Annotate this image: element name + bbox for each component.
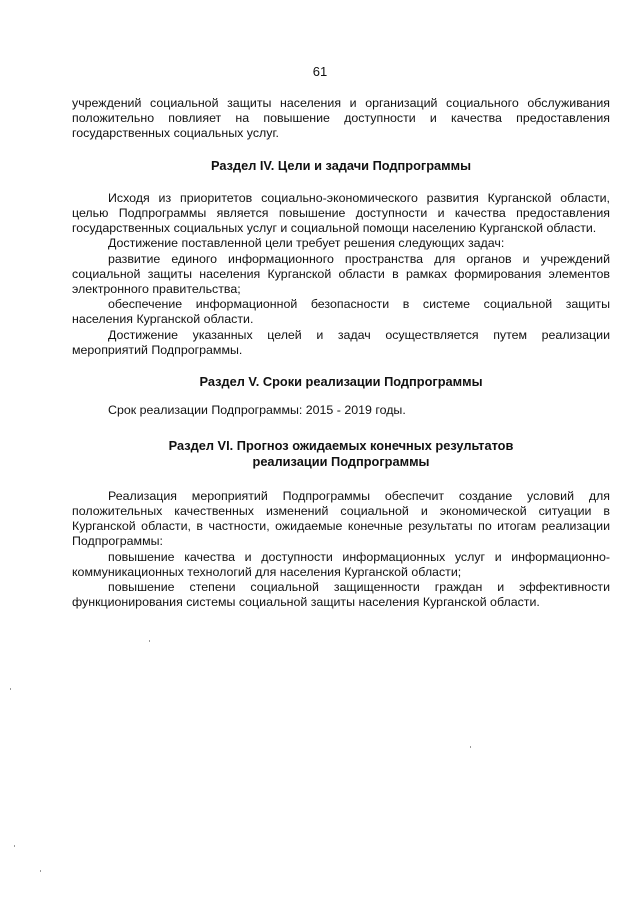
section-4-paragraph-2: Достижение поставленной цели требует решения следующих задач:	[108, 236, 505, 251]
section-6-body	[72, 489, 610, 611]
section-5-body	[72, 403, 610, 418]
section-4-paragraph-3: развитие единого информационного пространства для органов и учреждений социальной защиты населения Курганской области в рамках формирования элементов электронного правительства;	[72, 251, 610, 297]
page-content	[72, 96, 610, 610]
page-number: 61	[312, 64, 328, 79]
section-4-paragraph-5: Достижение указанных целей и задач осуществляется путем реализации мероприятий Подпрограммы.	[72, 327, 610, 357]
intro-continuation-paragraph: учреждений социальной защиты населения и организаций социального обслуживания положительно повлияет на повышение доступности и качества предоставления государственных социальных услуг.	[72, 96, 610, 141]
scan-speck	[149, 640, 150, 642]
section-6-heading-line-1: Раздел VI. Прогноз ожидаемых конечных результатов	[168, 438, 514, 454]
section-5-paragraph-1: Срок реализации Подпрограммы: 2015 - 2019 годы.	[108, 403, 406, 418]
section-6-heading-line-2: реализации Подпрограммы	[252, 453, 430, 469]
scan-speck	[40, 870, 41, 872]
scan-speck	[10, 688, 11, 690]
section-4-paragraph-4: обеспечение информационной безопасности в системе социальной защиты населения Курганской области.	[72, 297, 610, 327]
scan-speck	[14, 845, 15, 847]
scan-speck	[470, 746, 471, 748]
section-6-paragraph-1: Реализация мероприятий Подпрограммы обеспечит создание условий для положительных качественных изменений социальной и экономической ситуации в Курганской области, в частности, ожидаемые конечные результаты по итогам реализации Подпрограммы:	[72, 488, 610, 549]
section-4-heading: Раздел IV. Цели и задачи Подпрограммы	[210, 157, 472, 173]
section-6-heading	[72, 438, 610, 468]
section-5-heading: Раздел V. Сроки реализации Подпрограммы	[199, 374, 483, 390]
section-6-paragraph-2: повышение качества и доступности информационных услуг и информационно-коммуникационных технологий для населения Курганской области;	[72, 549, 610, 579]
section-4-body	[72, 191, 610, 358]
section-6-paragraph-3: повышение степени социальной защищенности граждан и эффективности функционирования системы социальной защиты населения Курганской области.	[72, 580, 610, 610]
section-4-paragraph-1: Исходя из приоритетов социально-экономического развития Курганской области, целью Подпрограммы является повышение доступности и качества предоставления государственных социальных услуг и социальной помощи населению Курганской области.	[72, 190, 610, 236]
